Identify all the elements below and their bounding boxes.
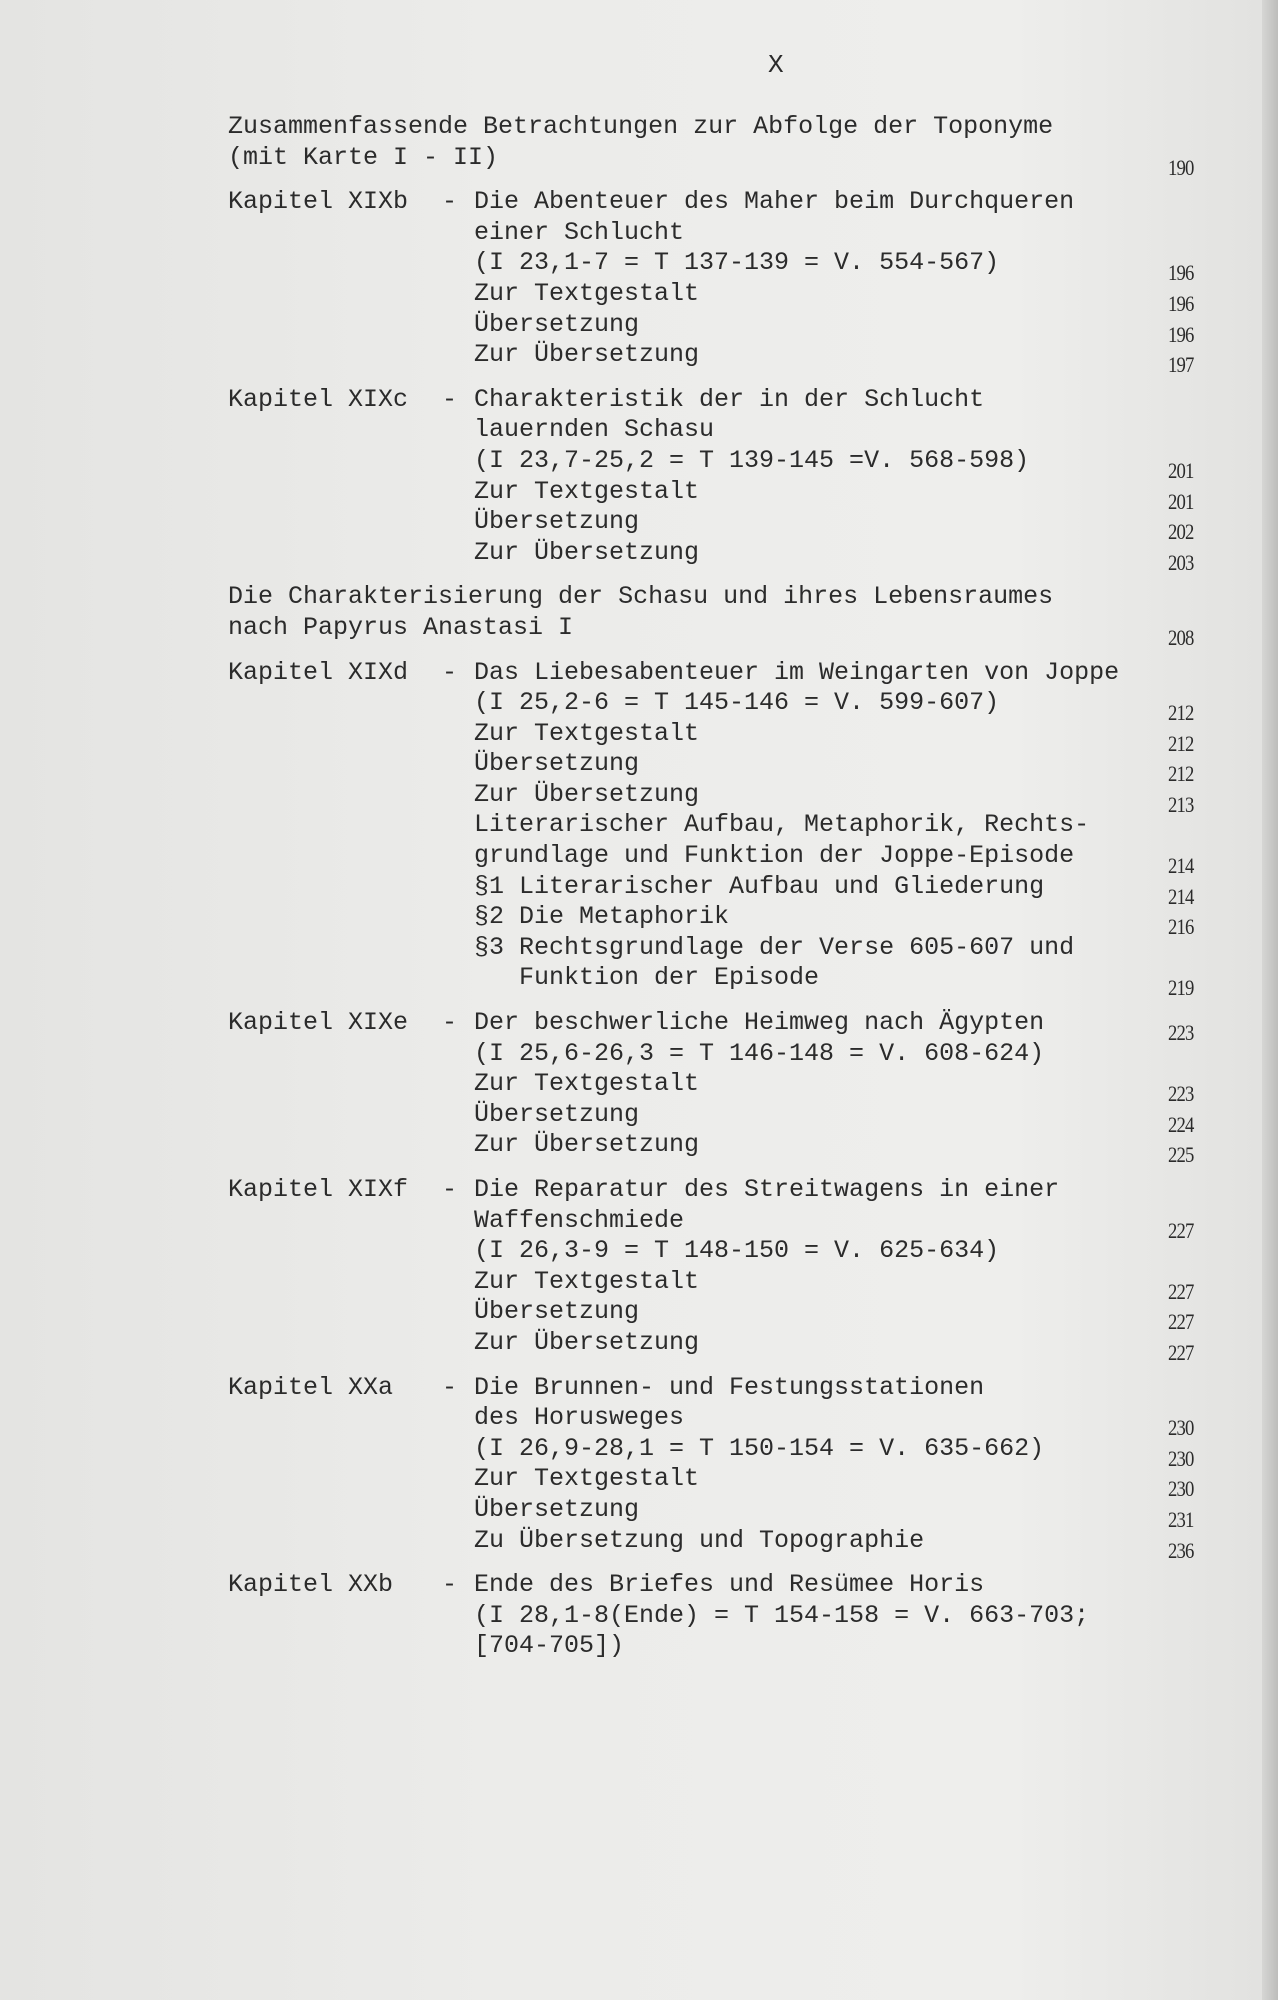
toc-line-text: Charakteristik der in der Schlucht <box>474 384 985 414</box>
toc-line-text: Die Brunnen- und Festungsstationen <box>474 1372 985 1402</box>
toc-line-text: Zur Übersetzung <box>474 1327 700 1357</box>
toc-line <box>228 1433 1228 1471</box>
chapter-label: Kapitel XIXc <box>228 384 409 414</box>
toc-line-text: Zur Textgestalt <box>474 718 700 748</box>
toc-line-text: Zusammenfassende Betrachtungen zur Abfolge der Toponyme <box>228 112 1054 141</box>
toc-line-text: einer Schlucht <box>474 217 685 247</box>
toc-line <box>228 385 1228 416</box>
toc-page-number: 231 <box>1168 1506 1194 1532</box>
toc-line-text: (I 25,2-6 = T 145-146 = V. 599-607) <box>474 688 1000 718</box>
toc-line <box>228 718 1228 756</box>
chapter-label: Kapitel XIXf <box>228 1175 409 1204</box>
toc-line <box>228 871 1228 909</box>
toc-line-text: Übersetzung <box>474 1297 640 1327</box>
chapter-label: Kapitel XIXb <box>228 187 409 217</box>
toc-line <box>228 1525 1228 1563</box>
toc-page-number: 196 <box>1168 321 1194 347</box>
toc-page-number: 223 <box>1168 1081 1194 1107</box>
toc-line-text: Zur Textgestalt <box>474 1266 700 1296</box>
toc-entry <box>228 1008 1228 1168</box>
toc-page-number: 216 <box>1168 914 1194 940</box>
toc-line-text: grundlage und Funktion der Joppe-Episode <box>474 841 1075 871</box>
toc-line-text: Übersetzung <box>474 1099 640 1129</box>
toc-line-text: Ende des Briefes und Resümee Horis <box>474 1570 985 1600</box>
toc-page-number: 236 <box>1168 1537 1194 1563</box>
toc-line-text: §2 Die Metaphorik <box>474 902 730 932</box>
toc-line <box>228 1130 1228 1168</box>
toc-line-text: (I 26,9-28,1 = T 150-154 = V. 635-662) <box>474 1433 1045 1463</box>
toc-page-number: 227 <box>1168 1309 1194 1335</box>
toc-line <box>228 1236 1228 1267</box>
toc-page-number: 208 <box>1168 624 1194 650</box>
table-of-contents <box>228 112 1228 1676</box>
toc-line-text: [704-705]) <box>474 1631 625 1661</box>
toc-page-number: 230 <box>1168 1445 1194 1471</box>
toc-page-number: 203 <box>1168 549 1194 575</box>
toc-line-text: (I 23,1-7 = T 137-139 = V. 554-567) <box>474 248 1000 278</box>
toc-line-text: Zur Textgestalt <box>474 278 700 308</box>
toc-line <box>228 1464 1228 1502</box>
toc-line-text: Zu Übersetzung und Topographie <box>474 1525 925 1555</box>
toc-line <box>228 779 1228 817</box>
toc-page-number: 224 <box>1168 1111 1194 1137</box>
page-number: X <box>768 50 784 80</box>
toc-entry <box>228 384 1228 575</box>
dash-separator: - <box>442 1175 458 1204</box>
toc-page-number: 196 <box>1168 260 1194 286</box>
toc-entry <box>228 1175 1228 1365</box>
toc-line-text: Übersetzung <box>474 309 640 339</box>
chapter-label: Kapitel XIXe <box>228 1008 409 1038</box>
toc-line <box>228 749 1228 787</box>
toc-line <box>228 218 1228 249</box>
toc-line-text: Übersetzung <box>474 507 640 537</box>
toc-line <box>228 963 1228 1001</box>
toc-line <box>228 1175 1228 1206</box>
toc-line <box>228 537 1228 575</box>
toc-line-text: §3 Rechtsgrundlage der Verse 605-607 und <box>474 932 1075 962</box>
toc-line-text: Der beschwerliche Heimweg nach Ägypten <box>474 1008 1045 1038</box>
toc-line <box>228 445 1228 483</box>
toc-line-text: Zur Textgestalt <box>474 1069 700 1099</box>
toc-line <box>228 582 1228 613</box>
toc-page-number: 219 <box>1168 975 1194 1001</box>
toc-line-text: Übersetzung <box>474 749 640 779</box>
dash-separator: - <box>442 1372 458 1402</box>
toc-line-text: (I 26,3-9 = T 148-150 = V. 625-634) <box>474 1236 1000 1266</box>
chapter-label: Kapitel XXa <box>228 1372 394 1402</box>
toc-line <box>228 1631 1228 1662</box>
toc-line <box>228 278 1228 316</box>
chapter-label: Kapitel XXb <box>228 1570 394 1600</box>
toc-line-text: (mit Karte I - II) <box>228 142 499 172</box>
toc-line <box>228 658 1228 689</box>
toc-line-text: Die Abenteuer des Maher beim Durchqueren <box>474 187 1075 217</box>
toc-line-text: Zur Übersetzung <box>474 537 700 567</box>
toc-page-number: 230 <box>1168 1415 1194 1441</box>
toc-page-number: 227 <box>1168 1339 1194 1365</box>
toc-page-number: 230 <box>1168 1476 1194 1502</box>
toc-line <box>228 248 1228 286</box>
toc-line-text: Übersetzung <box>474 1494 640 1524</box>
dash-separator: - <box>442 384 458 414</box>
toc-entry <box>228 582 1228 650</box>
toc-line <box>228 1403 1228 1441</box>
toc-line-text: des Horusweges <box>474 1403 685 1433</box>
toc-page-number: 190 <box>1168 154 1194 180</box>
toc-line <box>228 612 1228 650</box>
toc-line-text: Das Liebesabenteuer im Weingarten von Joppe <box>474 657 1120 687</box>
toc-entry <box>228 112 1228 180</box>
toc-line-text: (I 28,1-8(Ende) = T 154-158 = V. 663-703; <box>474 1600 1090 1630</box>
toc-entry <box>228 657 1228 1001</box>
toc-line-text: (I 23,7-25,2 = T 139-145 =V. 568-598) <box>474 445 1030 475</box>
toc-page-number: 212 <box>1168 730 1194 756</box>
dash-separator: - <box>442 1008 458 1038</box>
toc-line-text: Zur Textgestalt <box>474 476 700 506</box>
toc-line <box>228 507 1228 545</box>
dash-separator: - <box>442 187 458 217</box>
toc-line <box>228 1494 1228 1532</box>
toc-line <box>228 933 1228 964</box>
toc-line <box>228 810 1228 841</box>
toc-line <box>228 142 1228 180</box>
toc-line-text: Zur Übersetzung <box>474 340 700 370</box>
toc-line <box>228 1008 1228 1046</box>
toc-line-text: Zur Übersetzung <box>474 1130 700 1160</box>
toc-line <box>228 688 1228 726</box>
toc-line-text: Zur Textgestalt <box>474 1464 700 1494</box>
toc-line-text: lauernden Schasu <box>474 415 715 445</box>
toc-line-text: Literarischer Aufbau, Metaphorik, Rechts- <box>474 810 1090 840</box>
toc-line <box>228 1099 1228 1137</box>
toc-line <box>228 476 1228 514</box>
toc-page-number: 214 <box>1168 853 1194 879</box>
toc-line <box>228 112 1228 143</box>
toc-line <box>228 1205 1228 1243</box>
toc-entry <box>228 187 1228 378</box>
toc-line-text: Funktion der Episode <box>474 963 820 993</box>
toc-page-number: 212 <box>1168 700 1194 726</box>
toc-line-text: §1 Literarischer Aufbau und Gliederung <box>474 871 1045 901</box>
toc-line <box>228 1266 1228 1304</box>
toc-line-text: Die Charakterisierung der Schasu und ihres Lebensraumes <box>228 582 1054 612</box>
toc-page-number: 201 <box>1168 488 1194 514</box>
dash-separator: - <box>442 657 458 687</box>
toc-line <box>228 309 1228 347</box>
toc-page-number: 197 <box>1168 352 1194 378</box>
toc-page-number: 213 <box>1168 791 1194 817</box>
toc-page-number: 202 <box>1168 519 1194 545</box>
page-edge-shadow <box>1262 0 1278 2000</box>
toc-line <box>228 340 1228 378</box>
toc-line <box>228 1039 1228 1070</box>
toc-line <box>228 902 1228 940</box>
toc-line-text: Die Reparatur des Streitwagens in einer <box>474 1175 1060 1204</box>
toc-line-text: Waffenschmiede <box>474 1205 685 1235</box>
toc-line <box>228 415 1228 446</box>
toc-page-number: 214 <box>1168 883 1194 909</box>
toc-line <box>228 1601 1228 1632</box>
toc-line <box>228 1373 1228 1404</box>
toc-entry <box>228 1372 1228 1563</box>
toc-line <box>228 1297 1228 1335</box>
toc-line <box>228 1327 1228 1365</box>
toc-page-number: 227 <box>1168 1278 1194 1304</box>
toc-entry <box>228 1570 1228 1662</box>
toc-page-number: 212 <box>1168 761 1194 787</box>
toc-page-number: 227 <box>1168 1217 1194 1243</box>
dash-separator: - <box>442 1570 458 1600</box>
toc-line-text: (I 25,6-26,3 = T 146-148 = V. 608-624) <box>474 1038 1045 1068</box>
toc-line <box>228 1069 1228 1107</box>
chapter-label: Kapitel XIXd <box>228 657 409 687</box>
toc-page-number: 201 <box>1168 457 1194 483</box>
toc-line-text: nach Papyrus Anastasi I <box>228 612 574 642</box>
toc-line <box>228 187 1228 218</box>
toc-line-text: Zur Übersetzung <box>474 779 700 809</box>
toc-page-number: 225 <box>1168 1142 1194 1168</box>
toc-line <box>228 841 1228 879</box>
toc-page-number: 196 <box>1168 290 1194 316</box>
toc-line <box>228 1570 1228 1601</box>
toc-page-number: 223 <box>1168 1020 1194 1046</box>
